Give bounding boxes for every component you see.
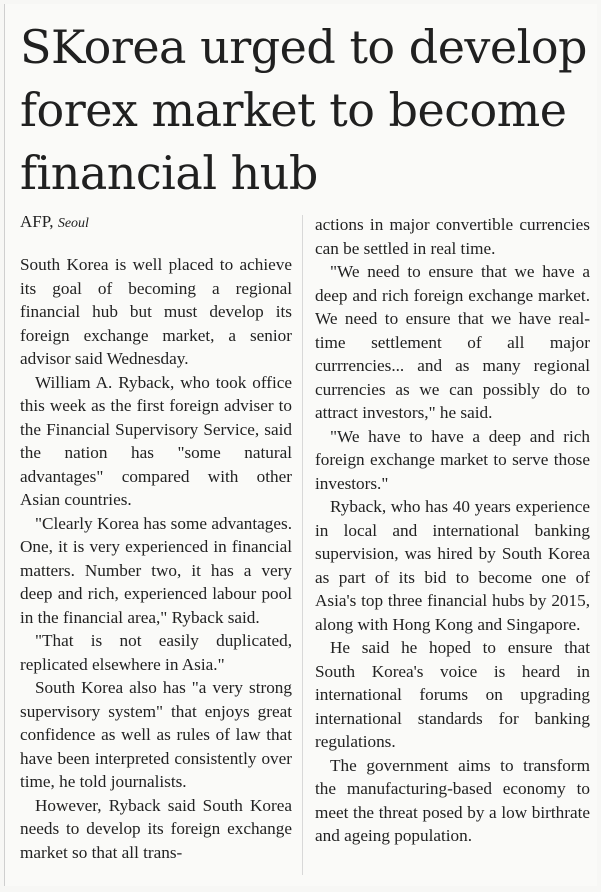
paragraph: South Korea is well placed to achieve its goal of becoming a regional financial hub but must develop its foreign exchange market, a senior advisor said Wednesday. [20,255,292,368]
paragraph: He said he hoped to ensure that South Korea's voice is heard in international forums on upgrading international standards for banking regulations. [315,638,590,751]
paragraph: William A. Ryback, who took office this week as the first foreign adviser to the Financial Supervisory Service, said the nation has "some natural advantages" compared with other Asian countries. [20,372,292,509]
paragraph: South Korea also has "a very strong supervisory system" that enjoys great confidence as well as rules of law that have been interpreted consistently over time, he told journalists. [20,678,292,791]
left-column [20,253,292,864]
byline-agency: AFP, [20,212,54,231]
paragraph: "Clearly Korea has some advantages. One, it is very experienced in financial matters. Number two, it has a very deep and rich, experienced labour pool in the financial area," Ryback said. [20,513,292,627]
paragraph: The government aims to transform the manufacturing-based economy to meet the threat posed by a low birthrate and ageing population. [315,755,590,845]
paragraph: "That is not easily duplicated, replicated elsewhere in Asia." [20,631,292,674]
paragraph: "We have to have a deep and rich foreign exchange market to serve those investors." [315,426,590,493]
headline-line-2: forex market to become [20,83,567,137]
headline-line-1: SKorea urged to develop [20,20,587,74]
paragraph: actions in major convertible currencies can be settled in real time. [315,215,590,258]
right-column [315,213,590,848]
byline-place: Seoul [57,216,89,231]
paragraph: Ryback, who has 40 years experience in local and international banking supervision, was hired by South Korea as part of its bid to become one of Asia's top three financial hubs by 2015, along with Hong Kong and Singapore. [315,497,590,634]
paragraph: However, Ryback said South Korea needs to develop its foreign exchange market so that all trans- [20,795,292,862]
paragraph: "We need to ensure that we have a deep and rich foreign exchange market. We need to ensure that we have real-time settlement of all major currrencies... and as many regional currencies as we can possibly do to attract investors," he said. [315,262,590,422]
column-divider [302,215,303,875]
headline [20,16,585,205]
byline [20,212,89,232]
headline-line-3: financial hub [20,146,318,200]
